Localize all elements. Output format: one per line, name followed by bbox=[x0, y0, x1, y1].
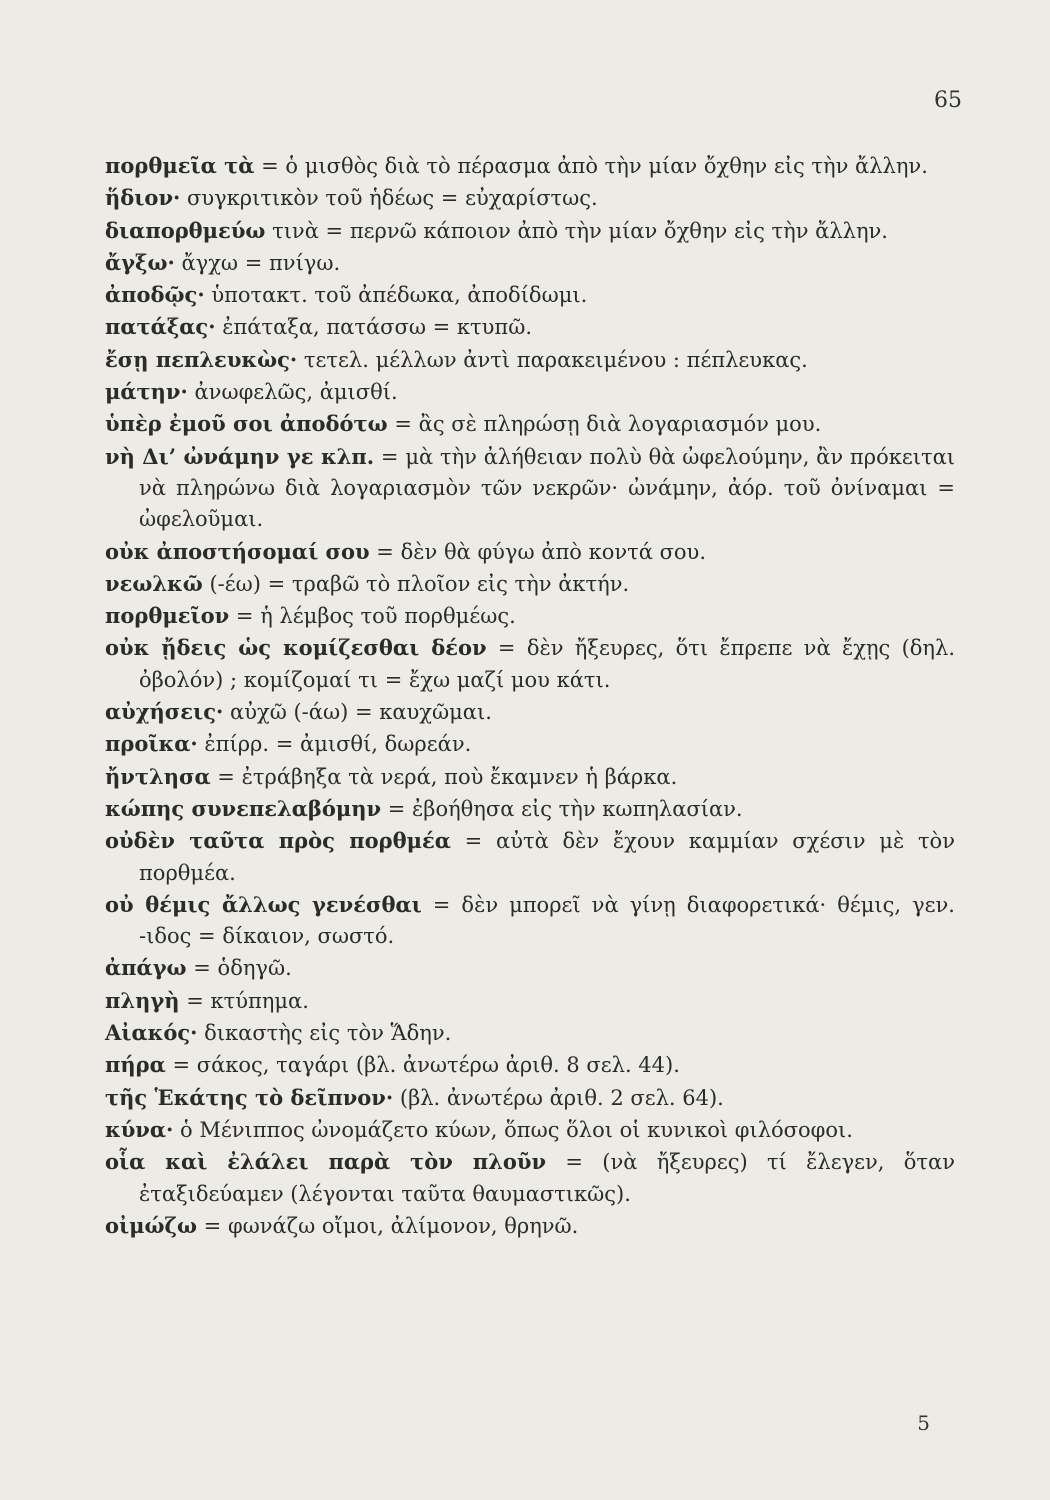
glossary-entry bbox=[105, 952, 955, 984]
glossary-entry bbox=[105, 568, 955, 600]
entry-definition: δὲν ἤξευρες, ὅτι ἔπρεπε νὰ ἔχῃς (δηλ. ὀβολόν) ; κομίζομαί τι = ἔχω μαζί μου κάτι. bbox=[139, 636, 955, 692]
entry-term: νεωλκῶ bbox=[105, 570, 203, 596]
entry-definition: δικαστὴς εἰς τὸν Ἅδην. bbox=[204, 1021, 452, 1046]
entry-equals: = bbox=[172, 1053, 191, 1078]
entry-equals: = bbox=[380, 444, 399, 469]
entry-term: ἥδιον· bbox=[105, 185, 181, 211]
entry-term: πήρα bbox=[105, 1052, 166, 1078]
entry-equals: = bbox=[203, 1213, 222, 1238]
entry-definition: σάκος, ταγάρι (βλ. ἀνωτέρω ἀριθ. 8 σελ. 44). bbox=[196, 1053, 680, 1078]
page-number: 65 bbox=[934, 88, 962, 113]
entry-term: οἰμώζω bbox=[105, 1212, 197, 1238]
entry-definition: (-έω) = τραβῶ τὸ πλοῖον εἰς τὴν ἀκτήν. bbox=[209, 571, 630, 596]
entry-definition: αὐχῶ (-άω) = καυχῶμαι. bbox=[230, 700, 492, 725]
entry-term: οὐδὲν ταῦτα πρὸς πορθμέα bbox=[105, 828, 451, 854]
glossary-entry bbox=[105, 1146, 955, 1210]
glossary-entry bbox=[105, 889, 955, 953]
entry-term: μάτην· bbox=[105, 379, 188, 405]
glossary-entry bbox=[105, 408, 955, 440]
entry-equals: = bbox=[394, 412, 412, 437]
entry-equals: = bbox=[261, 154, 279, 178]
entry-term: νὴ Δι’ ὠνάμην γε κλπ. bbox=[105, 443, 375, 469]
entry-equals: = bbox=[432, 892, 451, 917]
entry-term: διαπορθμεύω bbox=[105, 217, 266, 243]
entry-term: ἤντλησα bbox=[105, 763, 211, 789]
glossary-entry bbox=[105, 728, 955, 760]
entry-term: κώπης συνεπελαβόμην bbox=[105, 795, 382, 821]
entry-equals: = bbox=[235, 604, 254, 629]
entry-definition: ἂς σὲ πληρώσῃ διὰ λογαριασμόν μου. bbox=[418, 412, 822, 437]
entry-definition: ἐπίρρ. = ἀμισθί, δωρεάν. bbox=[204, 732, 472, 757]
entry-definition: ἐβοήθησα εἰς τὴν κωπηλασίαν. bbox=[412, 796, 743, 821]
glossary-entry bbox=[105, 344, 955, 376]
entry-definition: (νὰ ἤξευρες) τί ἔλεγεν, ὅταν ἐταξιδεύαμεν (λέγονται ταῦτα θαυμαστικῶς). bbox=[139, 1150, 955, 1206]
entry-term: οἷα καὶ ἐλάλει παρὰ τὸν πλοῦν bbox=[105, 1149, 547, 1175]
entry-definition: ἀνωφελῶς, ἀμισθί. bbox=[194, 380, 398, 405]
glossary-entry bbox=[105, 985, 955, 1017]
entry-definition: ἡ λέμβος τοῦ πορθμέως. bbox=[260, 604, 516, 629]
entry-equals: = bbox=[376, 539, 394, 564]
entry-definition: ὁ μισθὸς διὰ τὸ πέρασμα ἀπὸ τὴν μίαν ὄχθην εἰς τὴν ἄλλην. bbox=[285, 154, 928, 178]
glossary-entry bbox=[105, 376, 955, 408]
glossary-entry bbox=[105, 793, 955, 825]
glossary-entry bbox=[105, 600, 955, 632]
entry-equals: = bbox=[565, 1150, 583, 1175]
entry-definition: ὁ Μένιππος ὠνομάζετο κύων, ὅπως ὅλοι οἱ κυνικοὶ φιλόσοφοι. bbox=[180, 1117, 853, 1142]
entry-definition: μὰ τὴν ἀλήθειαν πολὺ θὰ ὠφελούμην, ἂν πρόκειται νὰ πληρώνω διὰ λογαριασμὸν τῶν νεκρῶν· ὠνάμην, ἀόρ. τοῦ ὀνίναμαι = ὠφελοῦμαι. bbox=[139, 444, 955, 532]
entry-equals: = bbox=[193, 956, 211, 981]
entry-term: ἄγξω· bbox=[105, 249, 175, 275]
entry-equals: = bbox=[464, 829, 483, 854]
glossary-entry bbox=[105, 441, 955, 536]
entry-term: πληγὴ bbox=[105, 987, 180, 1013]
entry-definition: τινὰ = περνῶ κάποιον ἀπὸ τὴν μίαν ὄχθην εἰς τὴν ἄλλην. bbox=[272, 218, 888, 243]
entry-definition: ἐτράβηξα τὰ νερά, ποὺ ἔκαμνεν ἡ βάρκα. bbox=[241, 764, 678, 789]
glossary-entry bbox=[105, 825, 955, 889]
glossary-entry bbox=[105, 632, 955, 696]
glossary-entry bbox=[105, 1210, 955, 1242]
entry-definition: αὐτὰ δὲν ἔχουν καμμίαν σχέσιν μὲ τὸν πορθμέα. bbox=[139, 829, 955, 885]
entry-term: ἀπάγω bbox=[105, 955, 187, 981]
glossary-entry bbox=[105, 1114, 955, 1146]
glossary-entries bbox=[105, 150, 955, 1242]
entry-definition: ἐπάταξα, πατάσσω = κτυπῶ. bbox=[222, 315, 532, 340]
entry-definition: δὲν μπορεῖ νὰ γίνῃ διαφορετικά· θέμις, γεν. -ιδος = δίκαιον, σωστό. bbox=[139, 892, 955, 949]
glossary-entry bbox=[105, 279, 955, 311]
entry-term: Αἰακός· bbox=[105, 1020, 198, 1046]
entry-term: οὐκ ᾔδεις ὡς κομίζεσθαι δέον bbox=[105, 635, 487, 661]
entry-term: τῆς Ἑκάτης τὸ δεῖπνον· bbox=[105, 1084, 394, 1110]
entry-term: πορθμεῖον bbox=[105, 603, 230, 629]
entry-definition: τετελ. μέλλων ἀντὶ παρακειμένου : πέπλευκας. bbox=[303, 347, 808, 372]
entry-definition: ἄγχω = πνίγω. bbox=[181, 250, 341, 275]
entry-term: κύνα· bbox=[105, 1116, 174, 1142]
entry-term: οὐκ ἀποστήσομαί σου bbox=[105, 538, 370, 564]
entry-definition: κτύπημα. bbox=[210, 988, 309, 1013]
glossary-entry bbox=[105, 1049, 955, 1081]
entry-term: προῖκα· bbox=[105, 731, 198, 757]
entry-definition: δὲν θὰ φύγω ἀπὸ κοντά σου. bbox=[400, 539, 706, 564]
glossary-entry bbox=[105, 311, 955, 343]
glossary-entry bbox=[105, 182, 955, 214]
glossary-entry bbox=[105, 215, 955, 247]
entry-equals: = bbox=[217, 764, 235, 789]
entry-term: οὐ θέμις ἄλλως γενέσθαι bbox=[105, 891, 422, 917]
entry-definition: φωνάζω οἴμοι, ἀλίμονον, θρηνῶ. bbox=[227, 1213, 579, 1238]
glossary-entry bbox=[105, 1017, 955, 1049]
glossary-entry bbox=[105, 1082, 955, 1114]
entry-definition: συγκριτικὸν τοῦ ἡδέως = εὐχαρίστως. bbox=[187, 186, 598, 211]
glossary-entry bbox=[105, 247, 955, 279]
entry-term: ἔσῃ πεπλευκὼς· bbox=[105, 346, 298, 372]
entry-term: πατάξας· bbox=[105, 314, 216, 340]
glossary-entry bbox=[105, 150, 955, 182]
glossary-entry bbox=[105, 536, 955, 568]
signature-mark: 5 bbox=[917, 1411, 930, 1435]
entry-equals: = bbox=[186, 988, 204, 1013]
entry-term: ἀποδῷς· bbox=[105, 282, 205, 308]
entry-term: αὐχήσεις· bbox=[105, 699, 224, 725]
entry-definition: ὁδηγῶ. bbox=[217, 956, 292, 981]
entry-term: πορθμεῖα τὰ bbox=[105, 153, 255, 178]
entry-definition: (βλ. ἀνωτέρω ἀριθ. 2 σελ. 64). bbox=[399, 1085, 724, 1110]
entry-equals: = bbox=[497, 636, 516, 661]
glossary-entry bbox=[105, 761, 955, 793]
entry-equals: = bbox=[387, 796, 406, 821]
entry-term: ὑπὲρ ἐμοῦ σοι ἀποδότω bbox=[105, 411, 388, 437]
glossary-entry bbox=[105, 696, 955, 728]
entry-definition: ὑποτακτ. τοῦ ἀπέδωκα, ἀποδίδωμι. bbox=[211, 283, 588, 308]
